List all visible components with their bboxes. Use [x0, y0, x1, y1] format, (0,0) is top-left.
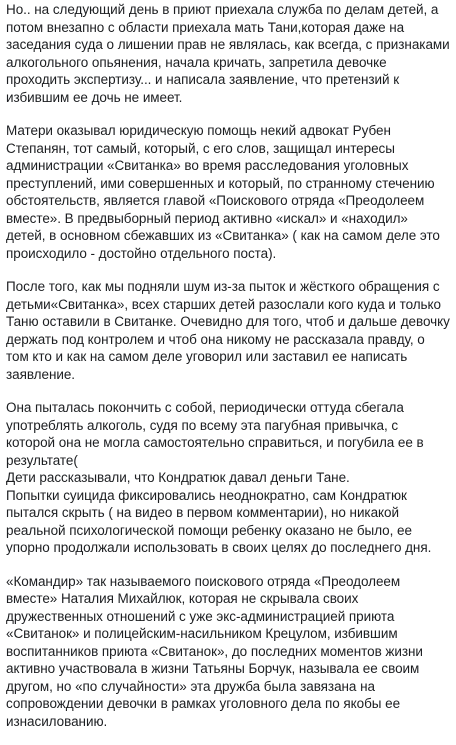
- post-paragraph-2: Матери оказывал юридическую помощь некий адвокат Рубен Степанян, тот самый, который, с его слов, защищал интересы администрации «Свитанка» во время расследования уголовных преступлений, ими совершенных и который, по странному стечению обстоятельств, является главой «Поискового отряда «Преодолеем вместе». В предвыборный период активно «искал» и «находил» детей, в основном сбежавших из «Свитанка» ( как на самом деле это происходило - достойно отдельного поста).: [6, 123, 440, 261]
- post-paragraph-5: «Командир» так называемого поискового отряда «Преодолеем вместе» Наталия Михайлюк, которая не скрывала своих дружественных отношений с уже экс-администрацией приюта «Свитанок» и полицейским-насильником Крецулом, избившим воспитанников приюта «Свитанок», до последних моментов жизни активно участвовала в жизни Татьяны Борчук, называла ее своим другом, но «по случайности» эта дружба была завязана на сопровождении девочки в рамках уголовного дела по якобы ее изнасилованию.: [6, 573, 423, 729]
- post-paragraph-4: Она пыталась покончить с собой, периодически оттуда сбегала употреблять алкоголь, судя по всему эта пагубная привычка, с которой она не могла самостоятельно справиться, и погубила ее в результате( Дети рассказывали, что Кондратюк давал деньги Тане. Попытки суицида фиксировались неоднократно, сам Кондратюк пытался скрыть ( на видео в первом комментарии), но никакой реальной психологической помощи ребенку оказано не было, ее упорно продолжали использовать в своих целях до последнего дня.: [6, 400, 432, 555]
- post-paragraph-1: Но.. на следующий день в приют приехала служба по делам детей, а потом внезапно с области приехала мать Тани,которая даже на заседания суда о лишении прав не являлась, как всегда, с признаками алкогольного опьянения, начала кричать, запретила девочке проходить экспертизу... и написала заявление, что претензий к избившим ее дочь не имеет.: [6, 2, 450, 105]
- post-paragraph-3: После того, как мы подняли шум из-за пыток и жёсткого обращения с детьми«Свитанка», всех старших детей разослали кого куда и только Таню оставили в Свитанке. Очевидно для того, чтоб и дальше девочку держать под контролем и чтоб она никому не рассказала правду, о том кто и как на самом деле уговорил или заставил ее написать заявление.: [6, 279, 450, 382]
